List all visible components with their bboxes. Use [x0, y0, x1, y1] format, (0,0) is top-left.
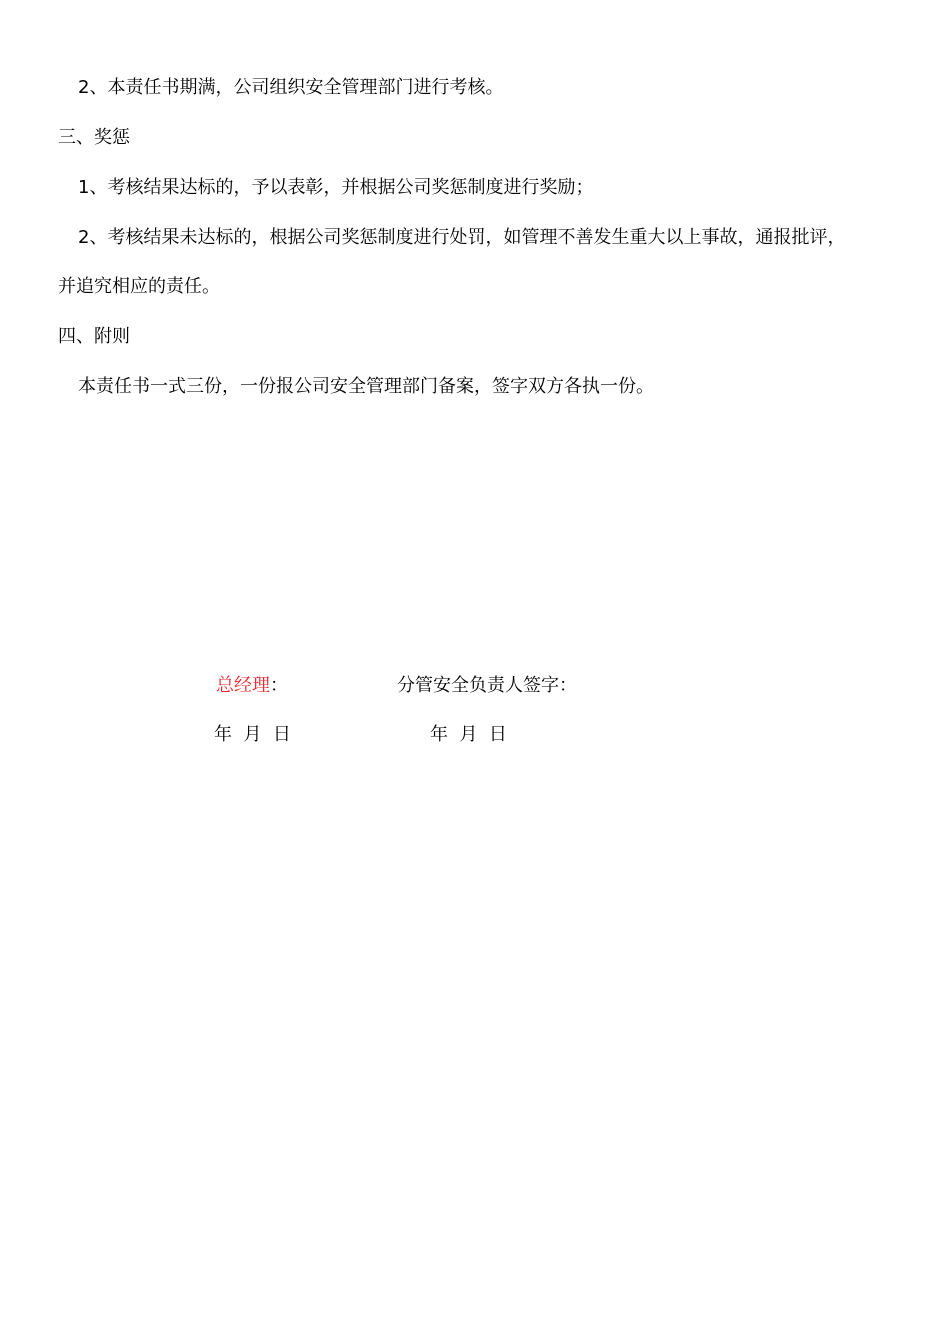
section3-item1: 1、考核结果达标的，予以表彰，并根据公司奖惩制度进行奖励；	[78, 177, 594, 198]
date-right: 年 月 日	[430, 724, 507, 745]
section3-heading: 三、奖惩	[58, 127, 130, 148]
section2-item2: 2、本责任书期满，公司组织安全管理部门进行考核。	[78, 77, 504, 98]
gm-label: 总经理	[216, 675, 270, 696]
section4-heading: 四、附则	[58, 326, 130, 347]
safety-signature-label: 分管安全负责人签字：	[397, 675, 577, 696]
section4-body: 本责任书一式三份，一份报公司安全管理部门备案，签字双方各执一份。	[78, 376, 654, 397]
section3-item2-line2: 并追究相应的责任。	[58, 276, 220, 297]
gm-signature-line	[216, 674, 288, 698]
section3-item2-line1: 2、考核结果未达标的，根据公司奖惩制度进行处罚，如管理不善发生重大以上事故，通报批评，	[78, 227, 846, 248]
gm-colon: ：	[270, 675, 288, 696]
date-left: 年 月 日	[214, 724, 291, 745]
